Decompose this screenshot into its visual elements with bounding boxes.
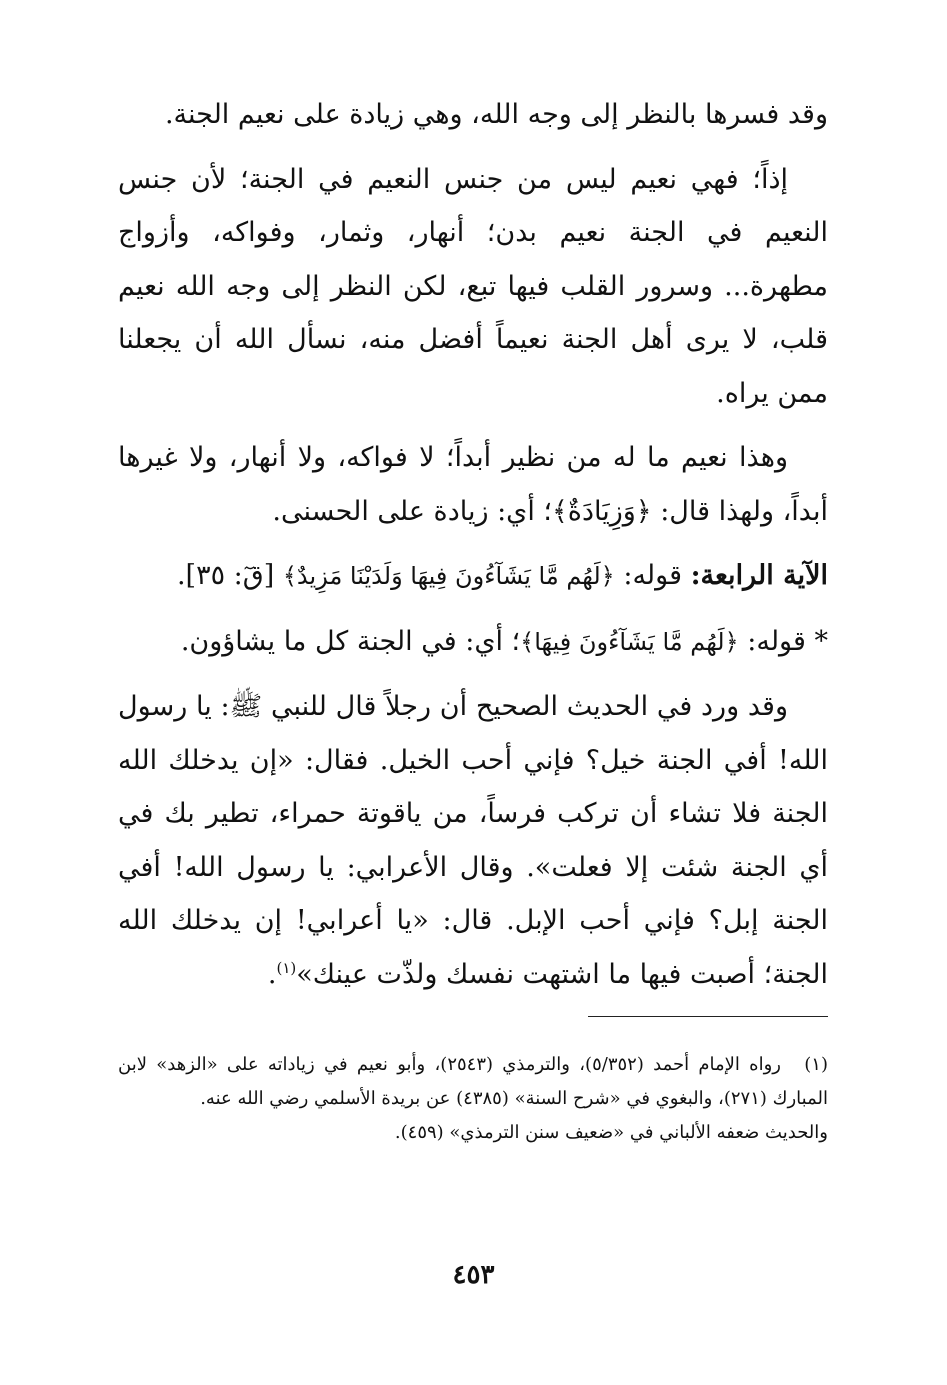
ayah-reference: [قٓ: ٣٥]. [176,560,275,591]
page-number: ٤٥٣ [452,1260,495,1290]
footnote-separator [588,1016,828,1017]
paragraph-2: إذاً؛ فهي نعيم ليس من جنس النعيم في الجنة؛ لأن جنس النعيم في الجنة نعيم بدن؛ أنهار، وثمار، وفواكه، وأزواج مطهرة... وسرور القلب فيها تبع، لكن النظر إلى وجه الله نعيم قلب، لا يرى أهل الجنة نعيماً أفضل منه، نسأل الله أن يجعلنا ممن يراه. [118,163,828,409]
footnote-main-text: رواه الإمام أحمد (٥/٣٥٢)، والترمذي (٢٥٤٣)، وأبو نعيم في زياداته على «الزهد» لابن المبارك (٢٧١)، والبغوي في «شرح السنة» (٤٣٨٥) عن بريدة الأسلمي رضي الله عنه. [118,1054,828,1109]
footnote-number: (١) [804,1054,828,1075]
footnote-1 [118,1048,828,1116]
ayah-line [118,549,828,604]
footnotes [118,1048,828,1150]
ayah-intro: قوله: [623,560,682,591]
commentary-intro: قوله: [747,625,806,657]
ayah-verse: ﴿لَهُم مَّا يَشَآءُونَ فِيهَا وَلَدَيْنَا مَزِيدٌ﴾ [282,562,615,590]
hadith-end: . [267,958,277,990]
paragraph-3: وهذا نعيم ما له من نظير أبداً؛ لا فواكه، ولا أنهار، ولا غيرها أبداً، ولهذا قال: ﴿وَزِيَادَةٌ﴾؛ أي: زيادة على الحسنى. [118,442,828,527]
footnote-continuation: والحديث ضعفه الألباني في «ضعيف سنن الترمذي» (٤٥٩). [394,1122,828,1143]
hadith-text: وقد ورد في الحديث الصحيح أن رجلاً قال للنبي ﷺ: يا رسول الله! أفي الجنة خيل؟ فإني أحب الخيل. فقال: «إن يدخلك الله الجنة فلا تشاء أن تركب فرساً، من ياقوتة حمراء، تطير بك في أي الجنة شئت إلا فعلت». وقال الأعرابي: يا رسول الله! أفي الجنة إبل؟ فإني أحب الإبل. قال: «يا أعرابي! إن يدخلك الله الجنة؛ أصبت فيها ما اشتهت نفسك ولذّت عينك» [118,691,829,990]
paragraph-1: وقد فسرها بالنظر إلى وجه الله، وهي زيادة على نعيم الجنة. [164,99,828,130]
main-text [118,88,828,1012]
commentary-line [118,615,828,670]
ayah-heading: الآية الرابعة: [690,560,828,591]
commentary-text: ؛ أي: في الجنة كل ما يشاؤون. [180,625,521,657]
footnote-reference[interactable]: (١) [276,958,297,977]
hadith-paragraph [118,680,828,1001]
commentary-verse: ﴿لَهُم مَّا يَشَآءُونَ فِيهَا﴾ [520,627,739,656]
asterisk-marker: * [814,625,828,657]
